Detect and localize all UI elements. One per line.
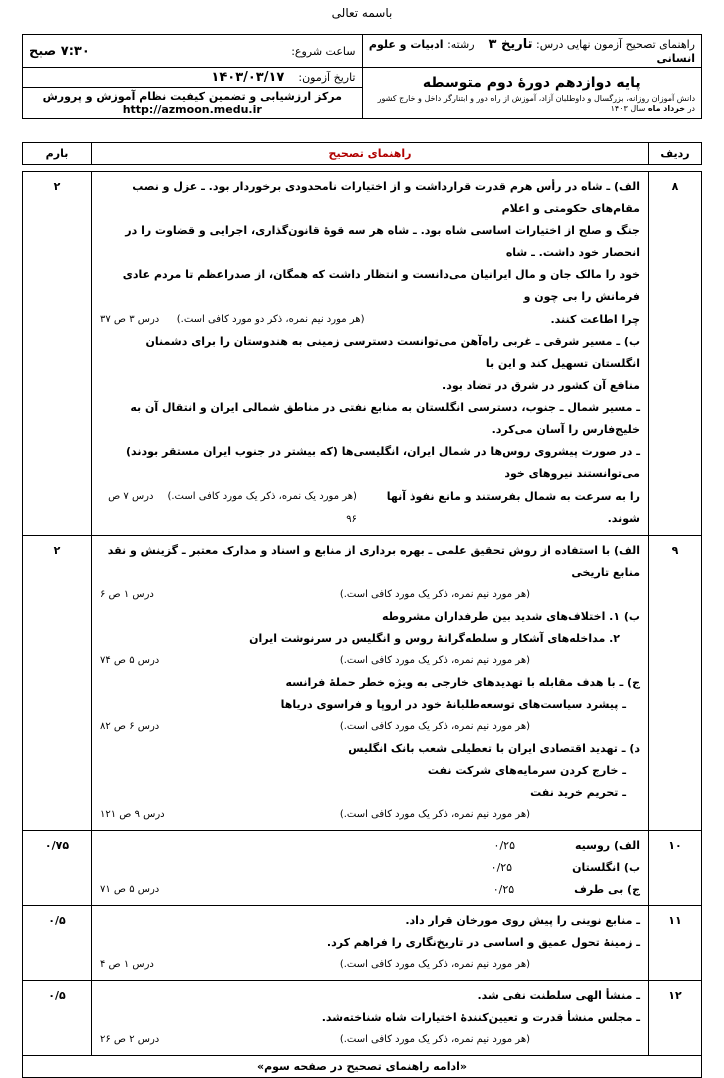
lesson-ref: درس ۷ ص ۹۶ — [108, 491, 357, 525]
footer-row — [23, 1056, 702, 1078]
answer-line: چرا اطاعت کنند. — [550, 312, 640, 326]
table-row — [23, 981, 702, 1056]
item-points: ۰/۲۵ — [493, 839, 515, 852]
row-number: ۱۱ — [649, 906, 702, 981]
answer-line: ـ منابع نوینی را پیش روی مورخان قرار داد. — [405, 914, 640, 927]
row-number: ۱۲ — [649, 981, 702, 1056]
table-row — [23, 536, 702, 831]
row-score: ۰/۷۵ — [23, 831, 92, 906]
grade: پایه دوازدهم دورهٔ دوم متوسطه — [422, 75, 641, 91]
table-row — [23, 831, 702, 906]
answer-line: ـ مسیر شمال ـ جنوب، دسترسی انگلستان به منابع نفتی در مناطق شمالی ایران و انتقال آن به خلیج‌فارس را آسان می‌کرد. — [130, 401, 640, 436]
center-name: مرکز ارزشیابی و تضمین کیفیت نظام آموزش و پرورش — [42, 90, 342, 103]
continuation-note: «ادامه راهنمای تصحیح در صفحه سوم» — [23, 1056, 702, 1078]
answer-line: ـ خارج کردن سرمایه‌های شرکت نفت — [427, 764, 626, 777]
row-number: ۱۰ — [649, 831, 702, 906]
exam-date-label: تاریخ آزمون: — [298, 71, 356, 84]
answer-line: خود را مالک جان و مال ایرانیان می‌دانست و انتظار داشت که همگان، از صدراعظم تا مردم عادی فرمانش را بی چون و — [122, 268, 640, 303]
answer-line: ج) ـ با هدف مقابله با تهدیدهای خارجی به ویژه خطر حملهٔ فرانسه — [285, 676, 640, 689]
header-subject-cell — [362, 35, 702, 68]
answer-line: ج) بی طرف — [574, 883, 640, 896]
table-row — [23, 172, 702, 536]
answer-cell — [92, 831, 649, 906]
exam-date: ۱۴۰۳/۰۳/۱۷ — [211, 70, 285, 85]
exam-header — [22, 34, 702, 119]
score-note: (هر مورد نیم نمره، ذکر یک مورد کافی است.) — [339, 721, 530, 732]
answer-line: را به سرعت به شمال بفرستند و مانع نفوذ آنها شوند. — [386, 490, 640, 525]
answer-table — [22, 142, 702, 1078]
start-time-label: ساعت شروع: — [291, 44, 356, 58]
col-row-header: ردیف — [649, 143, 702, 165]
answer-cell — [92, 536, 649, 831]
score-note: (هر مورد نیم نمره، ذکر یک مورد کافی است.) — [339, 809, 530, 820]
answer-cell — [92, 172, 649, 536]
answer-line: ۲. مداخله‌های آشکار و سلطه‌گرانهٔ روس و انگلیس در سرنوشت ایران — [249, 632, 620, 645]
guide-label: راهنمای تصحیح آزمون نهایی درس: — [536, 38, 695, 51]
answer-line: الف) ـ شاه در رأس هرم قدرت قرارداشت و از اختیارات نامحدودی برخوردار بود. ـ عزل و نصب مقام‌های حکومتی و اعلام — [132, 180, 640, 215]
header-time-cell — [23, 35, 363, 68]
table-row — [23, 906, 702, 981]
row-number: ۸ — [649, 172, 702, 536]
col-score-header: بارم — [23, 143, 92, 165]
lesson-ref: درس ۱ ص ۴ — [100, 959, 154, 970]
answer-cell — [92, 906, 649, 981]
answer-line: ـ پیشرد سیاست‌های توسعه‌طلبانهٔ خود در اروپا و فراسوی دریاها — [280, 698, 626, 711]
field-label: رشته: — [447, 38, 475, 51]
header-center-cell — [23, 88, 363, 119]
lesson-ref: درس ۵ ص ۷۱ — [100, 884, 160, 895]
answer-line: ـ تحریم خرید نفت — [530, 786, 626, 799]
col-title-header: راهنمای تصحیح — [92, 143, 649, 165]
row-score: ۲ — [23, 536, 92, 831]
answer-line: ـ زمینهٔ تحول عمیق و اساسی در تاریخ‌نگاری را فراهم کرد. — [326, 936, 640, 949]
score-note: (هر مورد نیم نمره، ذکر یک مورد کافی است.) — [339, 655, 530, 666]
lesson-ref: درس ۲ ص ۲۶ — [100, 1034, 160, 1045]
row-score: ۰/۵ — [23, 906, 92, 981]
score-note: (هر مورد یک نمره، ذکر یک مورد کافی است.) — [167, 491, 357, 502]
lesson-ref: درس ۳ ص ۳۷ — [100, 314, 160, 325]
row-score: ۲ — [23, 172, 92, 536]
lesson-ref: درس ۶ ص ۸۲ — [100, 721, 160, 732]
item-points: ۰/۲۵ — [492, 883, 515, 896]
header-grade-cell — [362, 68, 702, 119]
field: ادبیات و علوم انسانی — [368, 38, 695, 65]
answer-line: د) ـ تهدید اقتصادی ایران با تعطیلی شعب بانک انگلیس — [348, 742, 640, 755]
row-score: ۰/۵ — [23, 981, 92, 1056]
answer-line: منافع آن کشور در شرق در تضاد بود. — [442, 379, 640, 392]
answer-line: جنگ و صلح از اختیارات اساسی شاه بود. ـ شاه هر سه قوهٔ قانون‌گذاری، اجرایی و قضاوت را در انحصار خود داشت. ـ شاه — [125, 224, 640, 259]
lesson-ref: درس ۱ ص ۶ — [100, 589, 154, 600]
item-points: ۰/۲۵ — [490, 861, 513, 874]
answer-line: الف) با استفاده از روش تحقیق علمی ـ بهره برداری از منابع و اسناد و مدارک معتبر ـ گزینش و نقد منابع تاریخی — [107, 544, 640, 579]
score-note: (هر مورد نیم نمره، ذکر یک مورد کافی است.) — [339, 1034, 530, 1045]
students-note: دانش آموزان روزانه، بزرگسال و داوطلبان آزاد، آموزش از راه دور و ابتنارگر داخل و خارج کشور در خرداد ماه سال ۱۴۰۳ — [377, 94, 695, 113]
score-note: (هر مورد نیم نمره، ذکر یک مورد کافی است.) — [339, 959, 530, 970]
subject: تاریخ ۳ — [488, 37, 533, 52]
answer-cell — [92, 981, 649, 1056]
table-header-row — [23, 143, 702, 165]
answer-line: ب) ـ مسیر شرقی ـ غربی راه‌آهن می‌توانست دسترسی زمینی به هندوستان را برای دشمنان انگلستان تسهیل کند و این با — [145, 335, 640, 370]
answer-line: ب) ۱. اختلاف‌های شدید بین طرفداران مشروطه — [381, 610, 640, 623]
header-date-cell — [23, 68, 363, 88]
answer-line: ب) انگلستان — [572, 861, 640, 874]
basmala: باسمه تعالی — [331, 6, 393, 20]
lesson-ref: درس ۵ ص ۷۴ — [100, 655, 160, 666]
answer-line: الف) روسیه — [574, 839, 640, 852]
website-link[interactable]: http://azmoon.medu.ir — [122, 103, 262, 116]
spacer — [23, 165, 702, 172]
score-note: (هر مورد نیم نمره، ذکر یک مورد کافی است.) — [339, 589, 530, 600]
answer-line: ـ منشأ الهی سلطنت نفی شد. — [477, 989, 640, 1002]
lesson-ref: درس ۹ ص ۱۲۱ — [100, 809, 165, 820]
score-note: (هر مورد نیم نمره، ذکر دو مورد کافی است.) — [176, 314, 365, 325]
start-time: ۷:۳۰ صبح — [29, 43, 90, 59]
row-number: ۹ — [649, 536, 702, 831]
answer-line: ـ مجلس منشأ قدرت و تعیین‌کنندهٔ اختیارات شاه شناخته‌شد. — [321, 1011, 640, 1024]
answer-line: ـ در صورت پیشروی روس‌ها در شمال ایران، انگلیسی‌ها (که بیشتر در جنوب ایران مستقر بودند) می‌توانستند نیروهای خود — [126, 445, 640, 480]
